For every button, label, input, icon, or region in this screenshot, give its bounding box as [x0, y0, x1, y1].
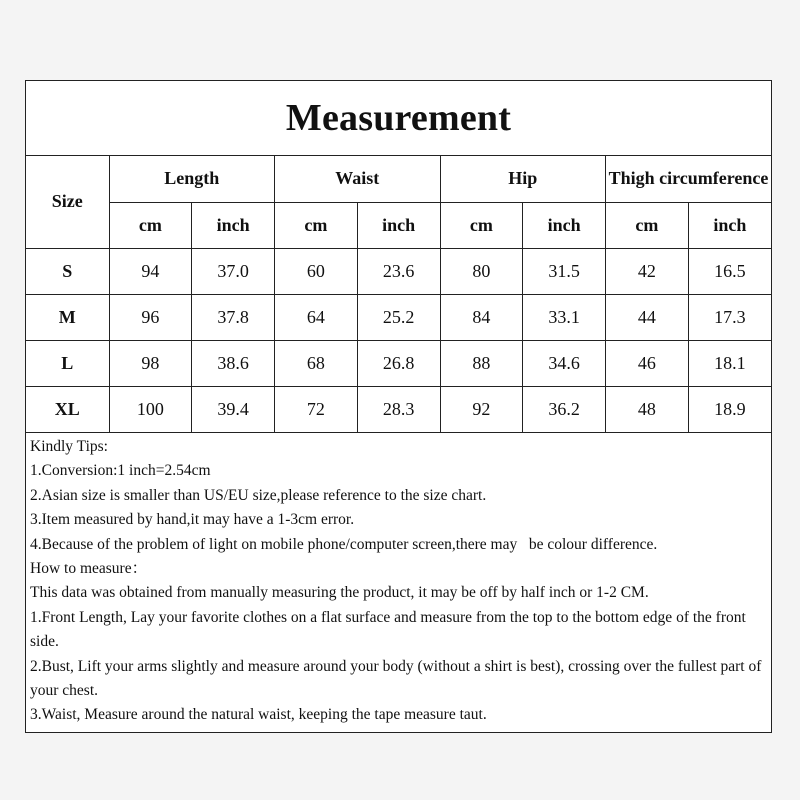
value-cell: 17.3	[688, 294, 771, 340]
tip-line: 4.Because of the problem of light on mobile phone/computer screen,there may be colour difference.	[30, 535, 658, 553]
tip-line: This data was obtained from manually measuring the product, it may be off by half inch or 1-2 CM.	[30, 584, 649, 602]
value-cell: 48	[606, 386, 689, 432]
size-cell: M	[26, 294, 109, 340]
value-cell: 92	[440, 386, 523, 432]
size-chart	[25, 80, 772, 733]
measurement-table	[26, 156, 771, 432]
table-row	[26, 248, 771, 294]
value-cell: 100	[109, 386, 192, 432]
unit-cell: cm	[606, 202, 689, 248]
unit-header-row	[26, 202, 771, 248]
tip-line: 1.Conversion:1 inch=2.54cm	[30, 462, 211, 480]
value-cell: 18.9	[688, 386, 771, 432]
how-to-measure-heading: How to measure：	[30, 560, 148, 578]
value-cell: 72	[275, 386, 358, 432]
tip-line: 3.Waist, Measure around the natural waist, keeping the tape measure taut.	[30, 706, 487, 724]
unit-cell: inch	[192, 202, 275, 248]
tip-line: 2.Bust, Lift your arms slightly and measure around your body (without a shirt is best), crossing over the fullest part of your chest.	[30, 657, 762, 700]
size-header: Size	[26, 156, 109, 248]
unit-cell: inch	[523, 202, 606, 248]
value-cell: 26.8	[357, 340, 440, 386]
length-header: Length	[109, 156, 275, 202]
value-cell: 36.2	[523, 386, 606, 432]
value-cell: 98	[109, 340, 192, 386]
value-cell: 88	[440, 340, 523, 386]
unit-cell: cm	[440, 202, 523, 248]
size-cell: XL	[26, 386, 109, 432]
unit-cell: inch	[688, 202, 771, 248]
value-cell: 84	[440, 294, 523, 340]
value-cell: 39.4	[192, 386, 275, 432]
value-cell: 37.8	[192, 294, 275, 340]
value-cell: 64	[275, 294, 358, 340]
page-title: Measurement	[26, 81, 771, 156]
value-cell: 42	[606, 248, 689, 294]
unit-cell: inch	[357, 202, 440, 248]
value-cell: 34.6	[523, 340, 606, 386]
waist-header: Waist	[275, 156, 441, 202]
value-cell: 44	[606, 294, 689, 340]
size-cell: S	[26, 248, 109, 294]
value-cell: 18.1	[688, 340, 771, 386]
value-cell: 38.6	[192, 340, 275, 386]
value-cell: 60	[275, 248, 358, 294]
value-cell: 28.3	[357, 386, 440, 432]
value-cell: 46	[606, 340, 689, 386]
value-cell: 96	[109, 294, 192, 340]
size-cell: L	[26, 340, 109, 386]
value-cell: 68	[275, 340, 358, 386]
unit-cell: cm	[275, 202, 358, 248]
tip-line: 2.Asian size is smaller than US/EU size,please reference to the size chart.	[30, 486, 487, 504]
value-cell: 16.5	[688, 248, 771, 294]
value-cell: 31.5	[523, 248, 606, 294]
value-cell: 23.6	[357, 248, 440, 294]
table-row	[26, 340, 771, 386]
unit-cell: cm	[109, 202, 192, 248]
value-cell: 37.0	[192, 248, 275, 294]
hip-header: Hip	[440, 156, 606, 202]
value-cell: 80	[440, 248, 523, 294]
thigh-header: Thigh circumference	[606, 156, 772, 202]
value-cell: 33.1	[523, 294, 606, 340]
group-header-row	[26, 156, 771, 202]
table-row	[26, 294, 771, 340]
value-cell: 25.2	[357, 294, 440, 340]
table-row	[26, 386, 771, 432]
tips-section	[26, 432, 771, 732]
tip-line: 1.Front Length, Lay your favorite clothes on a flat surface and measure from the top to the bottom edge of the front side.	[30, 608, 746, 651]
tip-line: 3.Item measured by hand,it may have a 1-3cm error.	[30, 511, 355, 529]
value-cell: 94	[109, 248, 192, 294]
tips-heading: Kindly Tips:	[30, 438, 108, 455]
